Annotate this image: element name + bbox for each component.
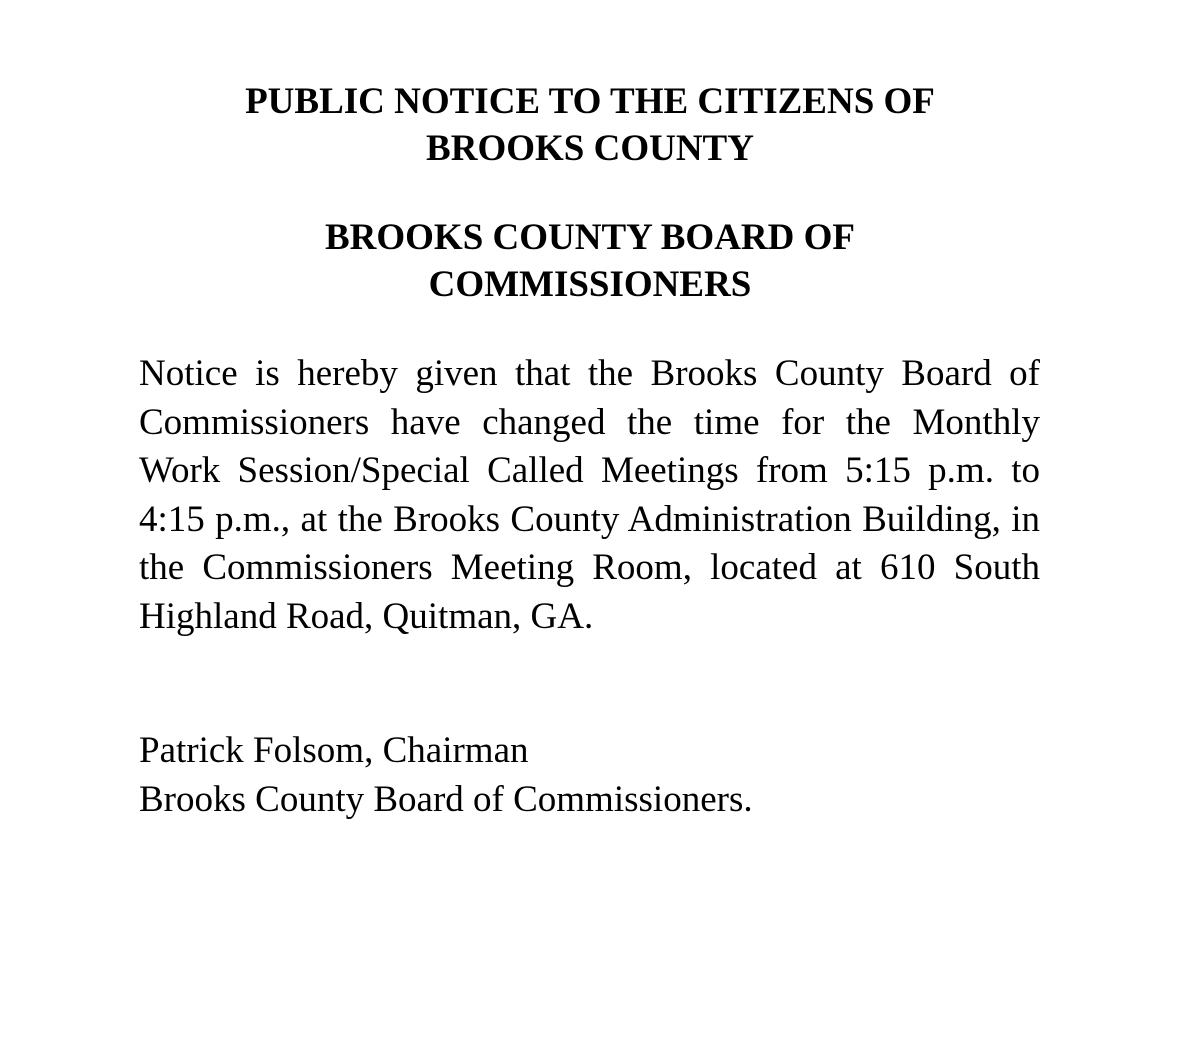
signature-organization: Brooks County Board of Commissioners. — [139, 778, 753, 820]
signature-name-title: Patrick Folsom, Chairman — [139, 730, 529, 771]
notice-subtitle — [140, 214, 1040, 308]
notice-title — [140, 78, 1040, 172]
notice-title-line-1: PUBLIC NOTICE TO THE CITIZENS OF — [245, 81, 935, 122]
signature-block — [139, 727, 753, 824]
notice-body: Notice is hereby given that the Brooks County Board of Commissioners have changed the time for the Monthly Work Session/Special Called Meetings from 5:15 p.m. to 4:15 p.m., at the Brooks County Administration Building, in the Commissioners Meeting Room, located at 610 South Highland Road, Quitman, GA. — [139, 353, 1040, 637]
notice-title-line-2: BROOKS COUNTY — [426, 128, 754, 169]
notice-subtitle-line-2: COMMISSIONERS — [428, 264, 752, 305]
notice-subtitle-line-1: BROOKS COUNTY BOARD OF — [324, 217, 856, 258]
